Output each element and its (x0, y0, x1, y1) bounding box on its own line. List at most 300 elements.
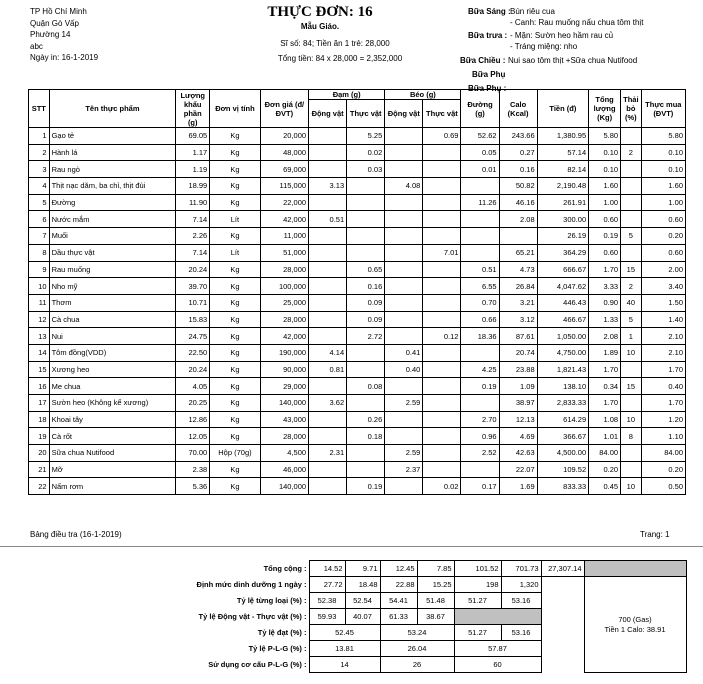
cell-calo (499, 228, 537, 245)
cell-actual-buy: 0.60 (641, 244, 685, 261)
cell-unit-price: 48,000 (260, 144, 308, 161)
cell-food-name: Cà chua (49, 311, 176, 328)
cell-calo: 0.16 (499, 161, 537, 178)
cell-total-amount: 84.00 (589, 445, 621, 462)
table-row (29, 144, 686, 161)
cell-total-amount: 2.08 (589, 328, 621, 345)
cell-stt: 9 (29, 261, 50, 278)
structure-value: 26 (380, 657, 454, 673)
norm-value: 1,320 (501, 577, 541, 593)
cell-sugar: 0.66 (461, 311, 499, 328)
cell-unit: Kg (210, 361, 260, 378)
table-row (29, 328, 686, 345)
cell-actual-buy: 0.60 (641, 211, 685, 228)
cell-fat-plant (423, 211, 461, 228)
cell-actual-buy: 84.00 (641, 445, 685, 462)
cell-unit: Kg (210, 378, 260, 395)
cell-waste: 8 (621, 428, 642, 445)
cell-stt: 4 (29, 178, 50, 195)
cell-total-amount: 0.10 (589, 144, 621, 161)
cell-portion: 7.14 (176, 211, 210, 228)
org-info (30, 6, 98, 64)
menu-table (28, 89, 686, 495)
cell-unit-price: 4,500 (260, 445, 308, 462)
cell-actual-buy: 1.00 (641, 194, 685, 211)
cell-stt: 16 (29, 378, 50, 395)
cell-food-name: Xương heo (49, 361, 176, 378)
lunch-main: - Mặn: Sườn heo hầm rau củ (510, 31, 614, 40)
cell-unit-price: 43,000 (260, 411, 308, 428)
cell-waste (621, 395, 642, 412)
cell-total-amount: 0.19 (589, 228, 621, 245)
cell-portion: 18.99 (176, 178, 210, 195)
cell-money: 446.43 (537, 294, 588, 311)
cell-waste: 5 (621, 228, 642, 245)
cell-unit-price: 42,000 (260, 328, 308, 345)
cell-calo: 50.82 (499, 178, 537, 195)
cell-protein-plant (347, 194, 385, 211)
cell-money: 466.67 (537, 311, 588, 328)
cell-calo: 38.97 (499, 395, 537, 412)
cell-protein-plant: 0.18 (347, 428, 385, 445)
cell-unit-price: 140,000 (260, 395, 308, 412)
norm-value: 18.48 (345, 577, 380, 593)
cell-calo: 3.21 (499, 294, 537, 311)
cell-unit-price: 46,000 (260, 461, 308, 478)
cell-sugar: 0.01 (461, 161, 499, 178)
cell-calo: 12.13 (499, 411, 537, 428)
achieved-value: 51.27 (454, 625, 501, 641)
cell-protein-plant (347, 445, 385, 462)
cell-unit: Kg (210, 328, 260, 345)
cell-money: 4,047.62 (537, 278, 588, 295)
cell-sugar: 0.96 (461, 428, 499, 445)
cell-money: 1,821.43 (537, 361, 588, 378)
cell-money: 261.91 (537, 194, 588, 211)
cell-stt: 7 (29, 228, 50, 245)
cell-food-name: Dầu thực vật (49, 244, 176, 261)
cell-waste: 10 (621, 478, 642, 495)
cell-sugar (461, 178, 499, 195)
cell-fat-animal: 0.41 (385, 344, 423, 361)
cell-actual-buy: 1.70 (641, 395, 685, 412)
cell-actual-buy: 1.60 (641, 178, 685, 195)
cell-fat-plant (423, 428, 461, 445)
cell-fat-animal (385, 228, 423, 245)
cell-total-amount: 1.08 (589, 411, 621, 428)
cell-protein-plant: 0.09 (347, 294, 385, 311)
cell-portion: 20.24 (176, 361, 210, 378)
table-row (29, 461, 686, 478)
cell-money: 300.00 (537, 211, 588, 228)
cell-protein-animal: 0.51 (309, 211, 347, 228)
cell-fat-animal (385, 428, 423, 445)
cell-stt: 18 (29, 411, 50, 428)
cell-total-amount: 1.00 (589, 194, 621, 211)
cell-actual-buy: 0.20 (641, 461, 685, 478)
summary-table (28, 560, 687, 673)
ward: Phường 14 (30, 30, 71, 39)
cell-sugar: 0.70 (461, 294, 499, 311)
cell-protein-plant (347, 178, 385, 195)
cell-stt: 11 (29, 294, 50, 311)
cell-total-amount: 1.70 (589, 395, 621, 412)
cell-protein-plant (347, 361, 385, 378)
cell-sugar: 0.19 (461, 378, 499, 395)
cell-fat-plant (423, 294, 461, 311)
cell-protein-plant: 2.72 (347, 328, 385, 345)
table-row (29, 361, 686, 378)
cell-portion: 5.36 (176, 478, 210, 495)
cell-total-amount: 1.60 (589, 178, 621, 195)
cost-info (584, 577, 686, 673)
col-waste: Thải bỏ (%) (621, 90, 642, 128)
plg-value: 26.04 (380, 641, 454, 657)
cell-stt: 2 (29, 144, 50, 161)
cell-calo: 1.69 (499, 478, 537, 495)
cell-calo: 23.88 (499, 361, 537, 378)
cell-fat-animal: 2.59 (385, 395, 423, 412)
cell-fat-plant (423, 194, 461, 211)
cell-portion: 2.26 (176, 228, 210, 245)
cell-food-name: Me chua (49, 378, 176, 395)
total-money: 27,307.14 (541, 561, 584, 577)
col-unit-price: Đơn giá (đ/ĐVT) (260, 90, 308, 128)
cell-fat-plant (423, 261, 461, 278)
table-row (29, 178, 686, 195)
cell-unit-price: 29,000 (260, 378, 308, 395)
cell-portion: 39.70 (176, 278, 210, 295)
cell-money: 138.10 (537, 378, 588, 395)
cell-total-amount: 1.01 (589, 428, 621, 445)
cell-fat-plant (423, 161, 461, 178)
cell-calo: 26.84 (499, 278, 537, 295)
cell-sugar (461, 244, 499, 261)
cell-unit: Hộp (70g) (210, 445, 260, 462)
cell-unit-price: 100,000 (260, 278, 308, 295)
plg-value: 13.81 (309, 641, 380, 657)
cell-fat-animal (385, 478, 423, 495)
cell-fat-animal: 2.59 (385, 445, 423, 462)
cell-fat-animal (385, 378, 423, 395)
cell-waste (621, 244, 642, 261)
cell-protein-plant (347, 244, 385, 261)
col-fat-plant: Thực vật (423, 100, 461, 128)
cell-unit-price: 140,000 (260, 478, 308, 495)
col-stt: STT (29, 90, 50, 128)
cell-fat-plant (423, 228, 461, 245)
cell-fat-animal (385, 211, 423, 228)
cell-total-amount: 0.90 (589, 294, 621, 311)
cell-protein-animal (309, 328, 347, 345)
cell-portion: 11.90 (176, 194, 210, 211)
cell-fat-plant: 0.02 (423, 478, 461, 495)
cell-fat-plant: 0.12 (423, 328, 461, 345)
achieved-value: 53.16 (501, 625, 541, 641)
table-row (29, 194, 686, 211)
cell-total-amount: 0.34 (589, 378, 621, 395)
achieved-value: 53.24 (380, 625, 454, 641)
norm-value: 27.72 (309, 577, 345, 593)
cell-stt: 13 (29, 328, 50, 345)
cell-protein-animal (309, 161, 347, 178)
cell-portion: 24.75 (176, 328, 210, 345)
spacer (541, 641, 584, 657)
ratio-value: 53.16 (501, 593, 541, 609)
cell-sugar (461, 211, 499, 228)
cell-protein-animal (309, 461, 347, 478)
cell-waste (621, 211, 642, 228)
total-protein-plant: 9.71 (345, 561, 380, 577)
cell-calo: 1.09 (499, 378, 537, 395)
cell-stt: 1 (29, 128, 50, 145)
cell-protein-animal (309, 144, 347, 161)
cell-waste (621, 178, 642, 195)
cell-protein-animal (309, 428, 347, 445)
cell-food-name: Nho mỹ (49, 278, 176, 295)
col-total-amount: Tổng lượng (Kg) (589, 90, 621, 128)
cell-unit: Kg (210, 294, 260, 311)
cell-food-name: Khoai tây (49, 411, 176, 428)
cell-protein-animal: 3.13 (309, 178, 347, 195)
cell-actual-buy: 3.40 (641, 278, 685, 295)
cell-sugar: 11.26 (461, 194, 499, 211)
cell-portion: 2.38 (176, 461, 210, 478)
cell-food-name: Nước mắm (49, 211, 176, 228)
cell-portion: 12.86 (176, 411, 210, 428)
cell-sugar (461, 228, 499, 245)
cell-protein-animal (309, 261, 347, 278)
cell-sugar: 2.70 (461, 411, 499, 428)
cell-protein-animal (309, 278, 347, 295)
breakfast-dish: Bún riêu cua (510, 7, 555, 16)
cell-food-name: Sườn heo (Không kể xương) (49, 395, 176, 412)
cell-actual-buy: 0.20 (641, 228, 685, 245)
col-actual-buy: Thực mua (ĐVT) (641, 90, 685, 128)
cell-sugar (461, 395, 499, 412)
cell-total-amount: 1.70 (589, 261, 621, 278)
footer-left: Bảng điều tra (16-1-2019) (30, 530, 122, 539)
cell-waste: 1 (621, 328, 642, 345)
cell-food-name: Thơm (49, 294, 176, 311)
cell-stt: 14 (29, 344, 50, 361)
cell-fat-animal: 2.37 (385, 461, 423, 478)
plg-label: Tỷ lệ P-L-G (%) : (248, 644, 307, 653)
cell-fat-animal (385, 328, 423, 345)
cell-waste (621, 445, 642, 462)
cell-actual-buy: 2.00 (641, 261, 685, 278)
cell-unit: Kg (210, 144, 260, 161)
cell-fat-animal (385, 161, 423, 178)
col-protein-animal: Động vật (309, 100, 347, 128)
cell-stt: 5 (29, 194, 50, 211)
animal-plant-value: 38.67 (417, 609, 454, 625)
cell-portion: 1.17 (176, 144, 210, 161)
cell-sugar (461, 344, 499, 361)
cell-money: 366.67 (537, 428, 588, 445)
cell-calo: 243.66 (499, 128, 537, 145)
cell-stt: 8 (29, 244, 50, 261)
spacer (541, 609, 584, 625)
cell-actual-buy: 1.50 (641, 294, 685, 311)
cell-protein-animal: 4.14 (309, 344, 347, 361)
cell-protein-plant: 0.16 (347, 278, 385, 295)
breakfast-soup: - Canh: Rau muống nấu chua tôm thịt (510, 18, 644, 27)
cell-fat-animal: 4.08 (385, 178, 423, 195)
cell-food-name: Sữa chua Nutifood (49, 445, 176, 462)
cell-money: 666.67 (537, 261, 588, 278)
district: Quận Gò Vấp (30, 18, 79, 28)
ratio-value: 52.54 (345, 593, 380, 609)
norm-value: 15.25 (417, 577, 454, 593)
plg-value: 57.87 (454, 641, 541, 657)
cell-fat-plant (423, 144, 461, 161)
snack-label-2: Bữa Phụ : (468, 84, 507, 93)
cell-portion: 20.24 (176, 261, 210, 278)
afternoon-label: Bữa Chiều : (460, 56, 506, 65)
cell-food-name: Muối (49, 228, 176, 245)
cell-actual-buy: 0.10 (641, 144, 685, 161)
ratio-value: 52.38 (309, 593, 345, 609)
cell-protein-animal (309, 194, 347, 211)
cell-stt: 15 (29, 361, 50, 378)
spacer (541, 577, 584, 593)
cell-protein-plant: 5.25 (347, 128, 385, 145)
cell-fat-plant: 0.69 (423, 128, 461, 145)
cell-actual-buy: 1.20 (641, 411, 685, 428)
cell-actual-buy: 5.80 (641, 128, 685, 145)
animal-plant-value: 61.33 (380, 609, 417, 625)
cell-fat-plant (423, 395, 461, 412)
cell-food-name: Hành lá (49, 144, 176, 161)
cell-waste: 2 (621, 278, 642, 295)
cell-actual-buy: 1.40 (641, 311, 685, 328)
cell-fat-plant: 7.01 (423, 244, 461, 261)
cell-unit: Kg (210, 228, 260, 245)
cell-protein-plant: 0.65 (347, 261, 385, 278)
cell-calo: 4.73 (499, 261, 537, 278)
gray-cell (454, 609, 541, 625)
cell-protein-animal (309, 378, 347, 395)
cell-fat-animal (385, 144, 423, 161)
cell-fat-animal (385, 278, 423, 295)
cell-calo: 65.21 (499, 244, 537, 261)
cell-sugar: 2.52 (461, 445, 499, 462)
page-title: THỰC ĐƠN: 16 (267, 4, 373, 20)
cell-unit: Kg (210, 161, 260, 178)
cell-unit-price: 28,000 (260, 311, 308, 328)
cell-portion: 70.00 (176, 445, 210, 462)
col-protein-plant: Thực vật (347, 100, 385, 128)
cell-sugar: 52.62 (461, 128, 499, 145)
ratio-value: 51.48 (417, 593, 454, 609)
cell-food-name: Mỡ (49, 461, 176, 478)
structure-value: 14 (309, 657, 380, 673)
cell-fat-animal (385, 294, 423, 311)
col-money: Tiền (đ) (537, 90, 588, 128)
cell-unit: Kg (210, 411, 260, 428)
cell-money: 2,833.33 (537, 395, 588, 412)
cell-fat-animal (385, 194, 423, 211)
cell-portion: 69.05 (176, 128, 210, 145)
cell-money: 1,050.00 (537, 328, 588, 345)
cell-total-amount: 3.33 (589, 278, 621, 295)
cell-fat-plant (423, 344, 461, 361)
cell-unit-price: 42,000 (260, 211, 308, 228)
city: TP Hồ Chí Minh (30, 7, 87, 16)
structure-value: 60 (454, 657, 541, 673)
table-row (29, 378, 686, 395)
cell-unit-price: 51,000 (260, 244, 308, 261)
cell-food-name: Rau ngò (49, 161, 176, 178)
cell-protein-animal (309, 294, 347, 311)
cell-unit-price: 22,000 (260, 194, 308, 211)
cell-unit-price: 90,000 (260, 361, 308, 378)
col-fat: Béo (g) (385, 90, 461, 100)
cell-sugar: 18.36 (461, 328, 499, 345)
cell-unit-price: 69,000 (260, 161, 308, 178)
table-row (29, 161, 686, 178)
cell-total-amount: 5.80 (589, 128, 621, 145)
cell-portion: 7.14 (176, 244, 210, 261)
achieved-label: Tỷ lệ đạt (%) : (257, 628, 307, 637)
cell-money: 2,190.48 (537, 178, 588, 195)
cell-money: 364.29 (537, 244, 588, 261)
cell-protein-plant (347, 228, 385, 245)
cell-protein-animal (309, 128, 347, 145)
cell-fat-plant (423, 445, 461, 462)
cell-protein-animal: 2.31 (309, 445, 347, 462)
table-row (29, 478, 686, 495)
col-portion: Lượng khẩu phần (g) (176, 90, 210, 128)
cell-protein-plant: 0.03 (347, 161, 385, 178)
cell-portion: 4.05 (176, 378, 210, 395)
total-label: Tổng cộng : (263, 564, 307, 573)
cell-calo: 87.61 (499, 328, 537, 345)
cell-money: 26.19 (537, 228, 588, 245)
cell-protein-animal (309, 228, 347, 245)
table-row (29, 311, 686, 328)
table-row (29, 261, 686, 278)
cell-waste: 15 (621, 378, 642, 395)
table-row (29, 278, 686, 295)
cell-actual-buy: 0.50 (641, 478, 685, 495)
cell-protein-animal (309, 478, 347, 495)
cell-unit: Kg (210, 128, 260, 145)
cell-unit-price: 20,000 (260, 128, 308, 145)
table-row (29, 294, 686, 311)
animal-plant-label: Tỷ lệ Động vật - Thực vật (%) : (198, 612, 307, 621)
cell-total-amount: 1.89 (589, 344, 621, 361)
cell-fat-animal (385, 128, 423, 145)
table-row (29, 128, 686, 145)
lunch-label: Bữa trưa : (468, 31, 508, 40)
structure-label: Sử dụng cơ cấu P-L-G (%) : (208, 660, 307, 669)
cell-calo: 0.27 (499, 144, 537, 161)
cell-protein-plant: 0.02 (347, 144, 385, 161)
cell-waste: 10 (621, 344, 642, 361)
cell-unit: Kg (210, 428, 260, 445)
cell-money: 57.14 (537, 144, 588, 161)
cell-fat-plant (423, 278, 461, 295)
cell-stt: 22 (29, 478, 50, 495)
cell-unit: Kg (210, 478, 260, 495)
cell-total-amount: 0.10 (589, 161, 621, 178)
ratio-each-label: Tỷ lệ từng loại (%) : (236, 596, 307, 605)
cell-calo: 20.74 (499, 344, 537, 361)
cell-actual-buy: 2.10 (641, 328, 685, 345)
cell-waste: 15 (621, 261, 642, 278)
